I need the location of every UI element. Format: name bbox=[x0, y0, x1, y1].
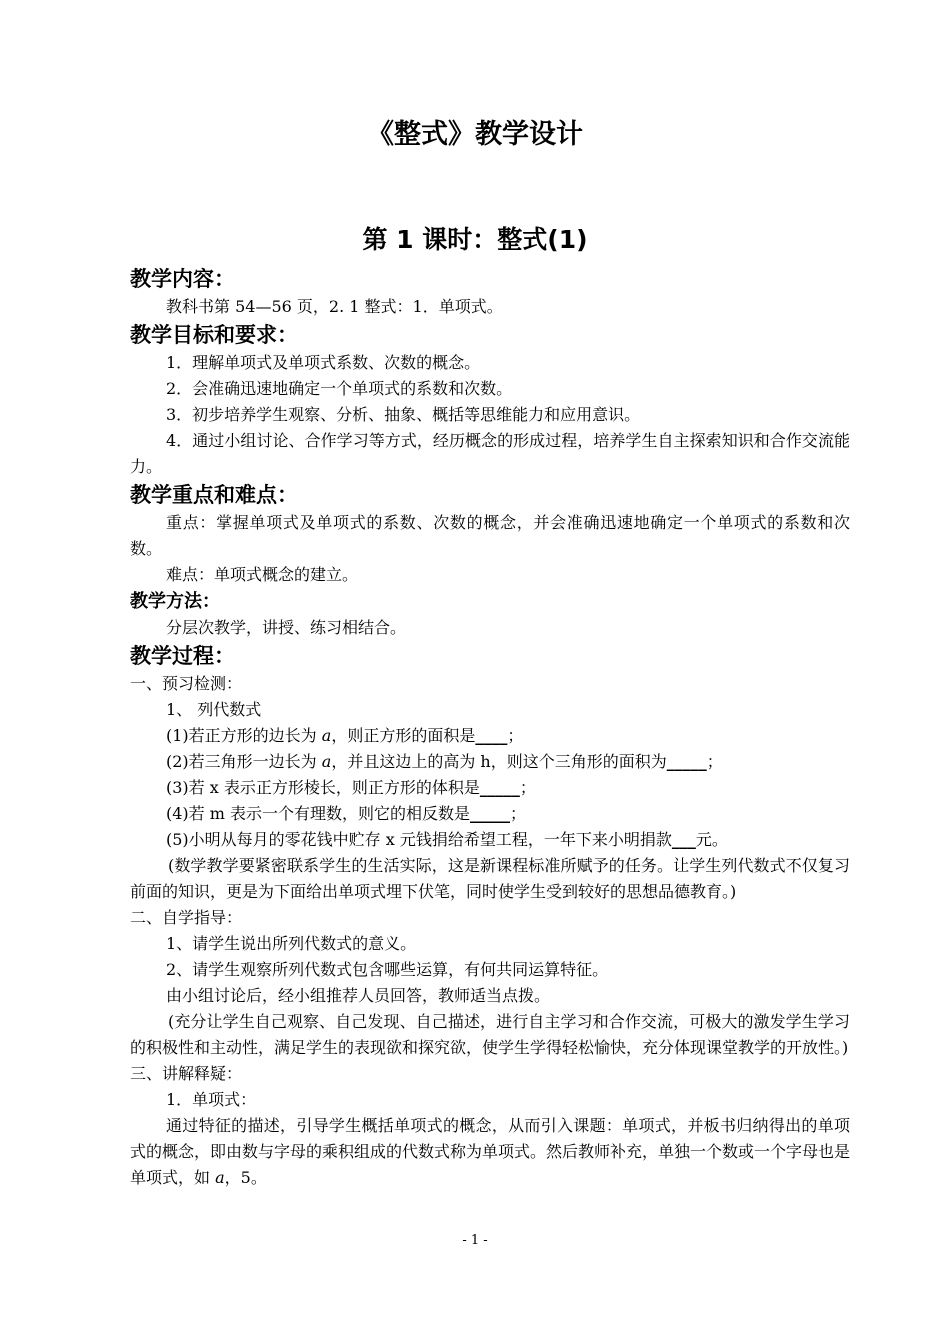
answer-blank: _____ bbox=[479, 778, 520, 797]
difficulty-text: 难点：单项式概念的建立。 bbox=[166, 565, 359, 584]
goal-item: 3．初步培养学生观察、分析、抽象、概括等思维能力和应用意识。 bbox=[166, 405, 641, 424]
part2-title: 二、自学指导： bbox=[130, 908, 243, 927]
part3-text: 通过特征的描述，引导学生概括单项式的概念，从而引入课题：单项式，并板书归纳得出的单项式的概念，即由数与字母的乘积组成的代数式称为单项式。然后教师补充，单独一个数或一个字母也是单项式，如 a，5。 bbox=[130, 1116, 851, 1187]
content-text: 教科书第 54—56 页，2. 1 整式：1．单项式。 bbox=[166, 297, 503, 316]
goal-item: 4．通过小组讨论、合作学习等方式，经历概念的形成过程，培养学生自主探索知识和合作交流能力。 bbox=[130, 431, 850, 476]
heading-content: 教学内容： bbox=[130, 267, 235, 291]
question-2: (2)若三角形一边长为 a，并且这边上的高为 h，则这个三角形的面积为_____； bbox=[166, 752, 723, 771]
heading-process: 教学过程： bbox=[130, 644, 235, 668]
part2-item: 1、请学生说出所列代数式的意义。 bbox=[166, 934, 417, 953]
heading-keypoints: 教学重点和难点： bbox=[130, 483, 298, 507]
keypoint-text: 重点：掌握单项式及单项式的系数、次数的概念，并会准确迅速地确定一个单项式的系数和次数。 bbox=[130, 513, 850, 558]
variable-a: a bbox=[321, 752, 332, 771]
document-title: 《整式》教学设计 bbox=[367, 119, 583, 150]
question-5: (5)小明从每月的零花钱中贮存 x 元钱捐给希望工程，一年下来小明捐款___元。 bbox=[166, 830, 728, 849]
part3-subtitle: 1．单项式： bbox=[166, 1090, 257, 1109]
answer-blank: _____ bbox=[470, 804, 511, 823]
heading-method: 教学方法： bbox=[130, 591, 220, 612]
variable-a: a bbox=[321, 726, 332, 745]
variable-a: a bbox=[215, 1168, 225, 1187]
part2-item: 由小组讨论后，经小组推荐人员回答，教师适当点拨。 bbox=[166, 986, 551, 1005]
part1-note: (数学教学要紧密联系学生的生活实际，这是新课程标准所赋予的任务。让学生列代数式不仅复习前面的知识，更是为下面给出单项式埋下伏笔，同时使学生受到较好的思想品德教育。) bbox=[130, 856, 850, 901]
answer-blank: ____ bbox=[475, 726, 508, 745]
method-text: 分层次教学，讲授、练习相结合。 bbox=[166, 618, 407, 637]
part2-note: (充分让学生自己观察、自己发现、自己描述，进行自主学习和合作交流，可极大的激发学生学习的积极性和主动性，满足学生的表现欲和探究欲，使学生学得轻松愉快，充分体现课堂教学的开放性。) bbox=[130, 1012, 850, 1057]
part3-title: 三、讲解释疑： bbox=[130, 1064, 243, 1083]
heading-goals: 教学目标和要求： bbox=[130, 323, 298, 347]
part1-title: 一、预习检测： bbox=[130, 674, 243, 693]
answer-blank: ___ bbox=[671, 830, 696, 849]
part1-subtitle: 1、 列代数式 bbox=[166, 700, 262, 719]
goal-item: 1．理解单项式及单项式系数、次数的概念。 bbox=[166, 353, 481, 372]
document-body bbox=[130, 264, 850, 1191]
question-4: (4)若 m 表示一个有理数，则它的相反数是_____； bbox=[166, 804, 527, 823]
question-3: (3)若 x 表示正方形棱长，则正方形的体积是_____； bbox=[166, 778, 536, 797]
lesson-subtitle: 第 1 课时：整式(1) bbox=[362, 225, 588, 254]
question-1: (1)若正方形的边长为 a，则正方形的面积是____； bbox=[166, 726, 524, 745]
answer-blank: _____ bbox=[666, 752, 707, 771]
page-number: - 1 - bbox=[462, 1233, 488, 1248]
part2-item: 2、请学生观察所列代数式包含哪些运算，有何共同运算特征。 bbox=[166, 960, 609, 979]
goal-item: 2．会准确迅速地确定一个单项式的系数和次数。 bbox=[166, 379, 513, 398]
